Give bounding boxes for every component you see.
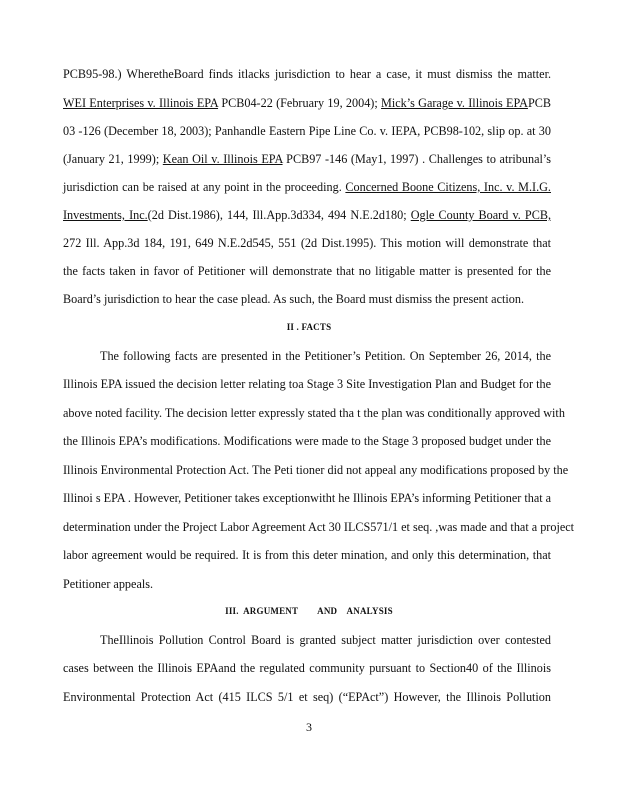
facts-line-4 [63, 434, 551, 448]
argument-text: Environmental Protection Act (415 ILCS 5/1 et seq) (“EPAct”) However, the Illinois Pollution [63, 690, 551, 704]
case-citation: Ogle County Board v. PCB, [410, 208, 551, 222]
intro-line-7 [63, 236, 551, 250]
case-citation: Concerned Boone Citizens, Inc. v. M.I.G. [345, 180, 551, 194]
intro-line-6 [63, 208, 551, 222]
case-citation: WEI Enterprises v. Illinois EPA [63, 96, 219, 110]
intro-text: 03 -126 (December 18, 2003); Panhandle Eastern Pipe Line Co. v. IEPA, PCB98-102, slip op. at 30 [63, 124, 551, 138]
intro-line-3 [63, 124, 551, 138]
facts-line-1 [100, 349, 551, 363]
intro-line-2 [63, 96, 551, 110]
intro-line-9 [63, 292, 551, 306]
case-citation: Kean Oil v. Illinois EPA [162, 152, 283, 166]
intro-line-4 [63, 152, 551, 166]
facts-text: the Illinois EPA’s modifications. Modifications were made to the Stage 3 proposed budget under the [63, 434, 551, 448]
intro-text: jurisdiction can be raised at any point in the proceeding. [63, 180, 346, 194]
intro-text: (January 21, 1999); [63, 152, 163, 166]
intro-text: PCB97 -146 (May1, 1997) . Challenges to atribunal’s [282, 152, 551, 166]
facts-text: Petitioner appeals. [63, 577, 154, 591]
intro-line-8 [63, 264, 551, 278]
facts-line-5 [63, 463, 569, 477]
intro-text: PCB95-98.) WheretheBoard finds itlacks jurisdiction to hear a case, it must dismiss the matter. [63, 67, 551, 81]
facts-heading: II . FACTS [286, 322, 332, 332]
intro-text: the facts taken in favor of Petitioner will demonstrate that no litigable matter is presented for the [63, 264, 551, 278]
intro-text: (2d Dist.1986), 144, Ill.App.3d334, 494 N.E.2d180; [147, 208, 411, 222]
argument-text: TheIllinois Pollution Control Board is granted subject matter jurisdiction over contested [100, 633, 551, 647]
case-citation: Mick’s Garage v. Illinois EPA [381, 96, 528, 110]
intro-line-5 [63, 180, 551, 194]
facts-line-3 [63, 406, 565, 420]
facts-line-6 [63, 491, 551, 505]
intro-text: PCB [527, 96, 552, 110]
facts-line-7 [63, 520, 575, 534]
facts-text: The following facts are presented in the Petitioner’s Petition. On September 26, 2014, the [100, 349, 551, 363]
argument-text: cases between the Illinois EPAand the regulated community pursuant to Section40 of the Illinois [63, 661, 551, 675]
intro-text: PCB04-22 (February 19, 2004); [218, 96, 382, 110]
facts-line-8 [63, 548, 551, 562]
argument-line-2 [63, 661, 551, 675]
facts-text: Illinois Environmental Protection Act. The Peti tioner did not appeal any modifications proposed by the [63, 463, 569, 477]
facts-line-9 [63, 577, 551, 591]
facts-text: labor agreement would be required. It is from this deter mination, and only this determination, that [63, 548, 551, 562]
facts-line-2 [63, 377, 551, 391]
argument-line-3 [63, 690, 551, 704]
argument-heading: III. ARGUMENT AND ANALYSIS [225, 606, 393, 616]
page-number: 3 [306, 720, 312, 734]
intro-text: 272 Ill. App.3d 184, 191, 649 N.E.2d545, 551 (2d Dist.1995). This motion will demonstrate that [63, 236, 551, 250]
facts-text: above noted facility. The decision letter expressly stated tha t the plan was conditionally approved with [63, 406, 565, 420]
facts-text: Illinois EPA issued the decision letter relating toa Stage 3 Site Investigation Plan and Budget for the [63, 377, 551, 391]
case-citation: Investments, Inc. [63, 208, 148, 222]
intro-line-1 [63, 67, 551, 81]
facts-text: Illinoi s EPA . However, Petitioner takes exceptionwitht he Illinois EPA’s informing Petitioner that a [63, 491, 552, 505]
argument-line-1 [100, 633, 551, 647]
intro-text: Board’s jurisdiction to hear the case plead. As such, the Board must dismiss the present action. [63, 292, 524, 306]
facts-text: determination under the Project Labor Agreement Act 30 ILCS571/1 et seq. ,was made and that a project [63, 520, 575, 534]
